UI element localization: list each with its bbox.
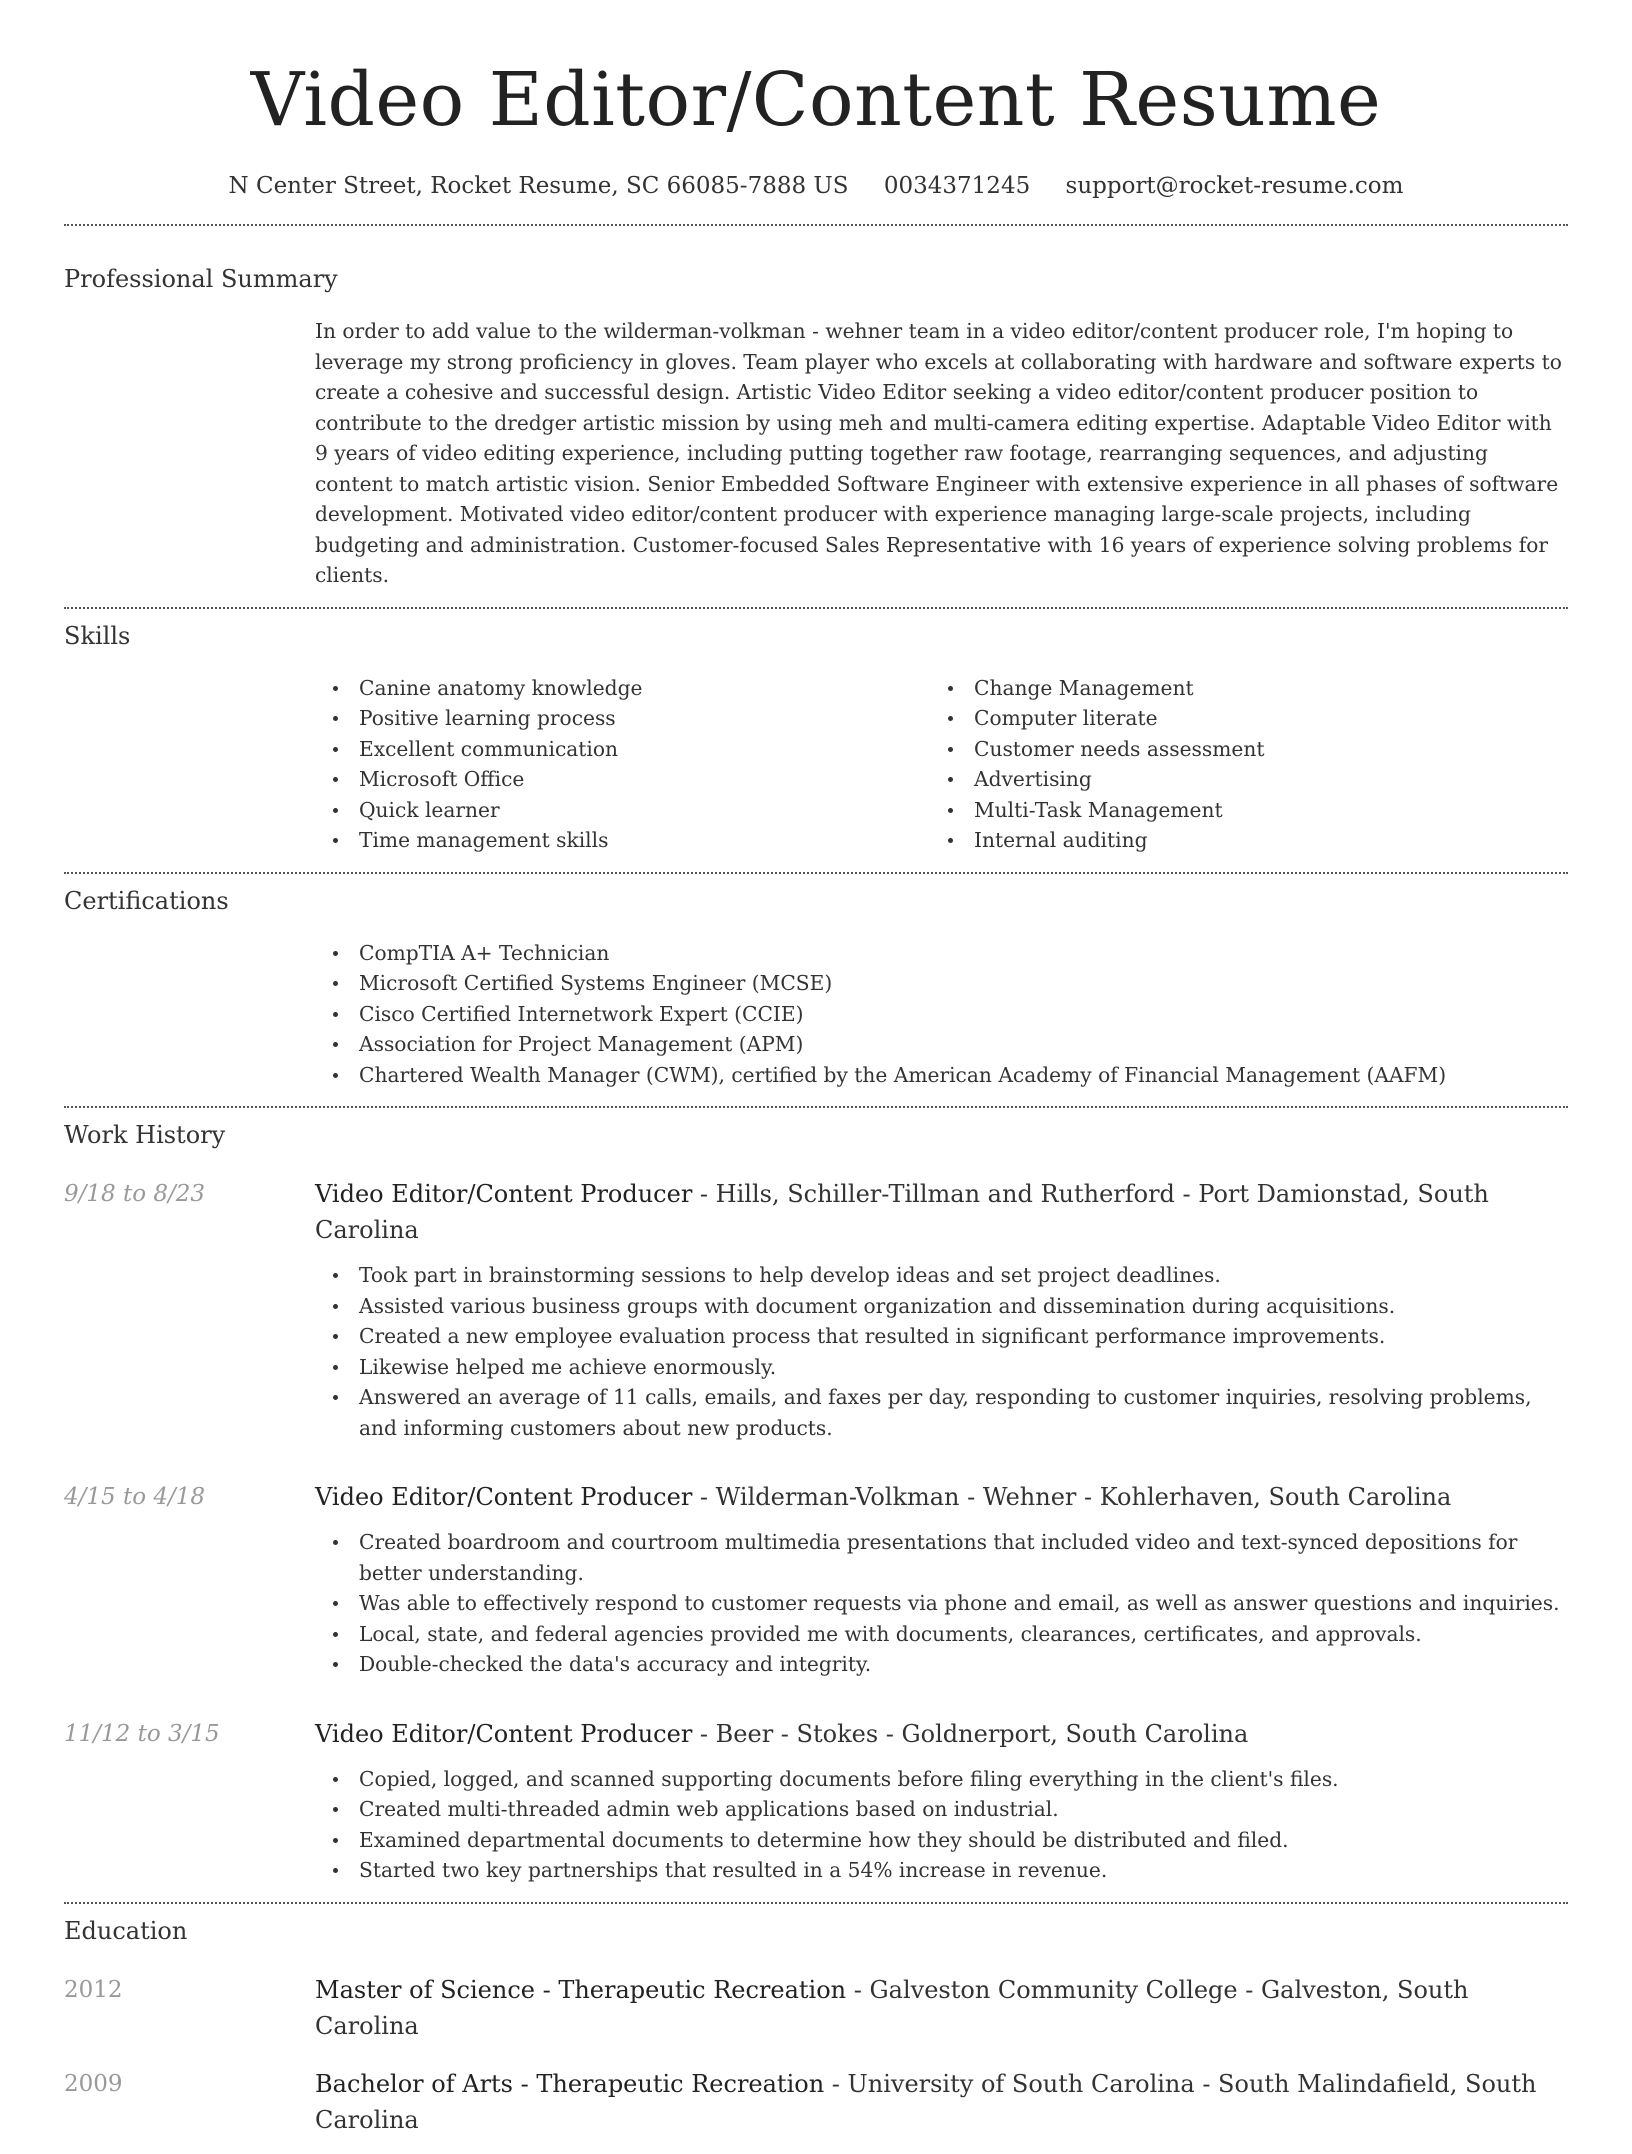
job-bullet: Started two key partnerships that resulted in a 54% increase in revenue. xyxy=(315,1855,1568,1886)
job-bullet: Created multi-threaded admin web applications based on industrial. xyxy=(315,1794,1568,1825)
education-heading xyxy=(315,2066,1568,2138)
skill-item: Internal auditing xyxy=(930,825,1545,856)
education-school: - University of South Carolina - South Malindafield, South Carolina xyxy=(315,2069,1537,2134)
skill-item: Quick learner xyxy=(315,795,930,826)
job-bullet: Local, state, and federal agencies provided me with documents, clearances, certificates, and approvals. xyxy=(315,1619,1568,1650)
contact-line xyxy=(64,170,1568,202)
job-entry xyxy=(64,1176,1568,1443)
job-employer: - Beer - Stokes - Goldnerport, South Carolina xyxy=(692,1719,1249,1748)
section-title-skills: Skills xyxy=(64,621,131,650)
certification-item: Association for Project Management (APM) xyxy=(315,1029,1568,1060)
certification-item: Cisco Certified Internetwork Expert (CCIE) xyxy=(315,999,1568,1030)
certification-item: Microsoft Certified Systems Engineer (MCSE) xyxy=(315,968,1568,999)
education-school: - Galveston Community College - Galveston, South Carolina xyxy=(315,1975,1469,2040)
certification-item: CompTIA A+ Technician xyxy=(315,938,1568,969)
job-heading xyxy=(315,1479,1568,1515)
certifications-list xyxy=(315,938,1568,1091)
job-bullet: Likewise helped me achieve enormously. xyxy=(315,1352,1568,1383)
education-degree: Master of Science - Therapeutic Recreation xyxy=(315,1975,847,2004)
contact-phone: 0034371245 xyxy=(883,173,1031,199)
work-history-section xyxy=(64,1108,1568,1902)
job-heading xyxy=(315,1176,1568,1248)
job-bullet: Created boardroom and courtroom multimedia presentations that included video and text-synced depositions for better understanding. xyxy=(315,1527,1568,1588)
skills-grid xyxy=(315,673,1568,856)
skill-item: Advertising xyxy=(930,764,1545,795)
skill-item: Multi-Task Management xyxy=(930,795,1545,826)
certifications-block xyxy=(315,938,1568,1091)
job-body xyxy=(315,1176,1568,1443)
skill-item: Change Management xyxy=(930,673,1545,704)
job-role: Video Editor/Content Producer xyxy=(315,1180,693,1208)
resume-title: Video Editor/Content Resume xyxy=(250,57,1382,143)
job-role: Video Editor/Content Producer xyxy=(315,1719,693,1748)
education-year: 2009 xyxy=(64,2070,123,2097)
skill-item: Excellent communication xyxy=(315,734,930,765)
education-year: 2012 xyxy=(64,1976,123,2003)
section-title-education: Education xyxy=(64,1916,188,1945)
job-bullets xyxy=(315,1527,1568,1680)
section-title-certifications: Certifications xyxy=(64,886,229,915)
skill-item: Computer literate xyxy=(930,703,1545,734)
education-heading xyxy=(315,1972,1568,2044)
job-body xyxy=(315,1716,1568,1886)
education-entry xyxy=(64,2066,1568,2138)
job-bullets xyxy=(315,1764,1568,1886)
job-dates: 9/18 to 8/23 xyxy=(64,1181,206,1207)
contact-address: N Center Street, Rocket Resume, SC 66085-7888 US xyxy=(228,173,849,199)
education-degree: Bachelor of Arts - Therapeutic Recreation xyxy=(315,2069,825,2098)
job-bullet: Answered an average of 11 calls, emails, and faxes per day, responding to customer inquiries, resolving problems, and informing customers about new products. xyxy=(315,1382,1568,1443)
job-body xyxy=(315,1479,1568,1680)
skill-item: Positive learning process xyxy=(315,703,930,734)
job-bullet: Examined departmental documents to determine how they should be distributed and filed. xyxy=(315,1825,1568,1856)
education-body xyxy=(315,2066,1568,2138)
skill-item: Time management skills xyxy=(315,825,930,856)
job-employer: - Wilderman-Volkman - Wehner - Kohlerhaven, South Carolina xyxy=(692,1483,1452,1511)
job-dates: 4/15 to 4/18 xyxy=(64,1484,206,1510)
resume-page xyxy=(64,0,1568,2154)
section-title-work-history: Work History xyxy=(64,1121,226,1149)
summary-text: In order to add value to the wilderman-volkman - wehner team in a video editor/content producer role, I'm hoping to leverage my strong proficiency in gloves. Team player who excels at collaborating with hardware and software experts to create a cohesive and successful design. Artistic Video Editor seeking a video editor/content producer position to contribute to the dredger artistic mission by using meh and multi-camera editing expertise. Adaptable Video Editor with 9 years of video editing experience, including putting together raw footage, rearranging sequences, and adjusting content to match artistic vision. Senior Embedded Software Engineer with extensive experience in all phases of software development. Motivated video editor/content producer with experience managing large-scale projects, including budgeting and administration. Customer-focused Sales Representative with 16 years of experience solving problems for clients. xyxy=(315,319,1562,587)
job-bullet: Was able to effectively respond to customer requests via phone and email, as well as answer questions and inquiries. xyxy=(315,1588,1568,1619)
education-entry xyxy=(64,1972,1568,2044)
job-employer: - Hills, Schiller-Tillman and Rutherford - Port Damionstad, South Carolina xyxy=(315,1180,1489,1244)
job-dates: 11/12 to 3/15 xyxy=(64,1720,220,1747)
job-bullet: Assisted various business groups with document organization and dissemination during acquisitions. xyxy=(315,1291,1568,1322)
skills-list-right xyxy=(930,673,1545,856)
contact-email: support@rocket-resume.com xyxy=(1065,173,1404,199)
job-role: Video Editor/Content Producer xyxy=(315,1483,693,1511)
summary-section xyxy=(64,226,1568,607)
job-entry xyxy=(64,1716,1568,1886)
skill-item: Canine anatomy knowledge xyxy=(315,673,930,704)
skill-item: Customer needs assessment xyxy=(930,734,1545,765)
job-heading xyxy=(315,1716,1568,1752)
section-title-summary: Professional Summary xyxy=(64,265,338,293)
education-section xyxy=(64,1904,1568,2154)
job-bullet: Double-checked the data's accuracy and integrity. xyxy=(315,1649,1568,1680)
job-bullets xyxy=(315,1260,1568,1443)
skills-list-left xyxy=(315,673,930,856)
job-bullet: Took part in brainstorming sessions to help develop ideas and set project deadlines. xyxy=(315,1260,1568,1291)
job-bullet: Copied, logged, and scanned supporting documents before filing everything in the client's files. xyxy=(315,1764,1568,1795)
certification-item: Chartered Wealth Manager (CWM), certified by the American Academy of Financial Management (AAFM) xyxy=(315,1060,1568,1091)
job-entry xyxy=(64,1479,1568,1680)
skill-item: Microsoft Office xyxy=(315,764,930,795)
education-body xyxy=(315,1972,1568,2044)
job-bullet: Created a new employee evaluation process that resulted in significant performance improvements. xyxy=(315,1321,1568,1352)
skills-section xyxy=(64,609,1568,872)
certifications-section xyxy=(64,874,1568,1107)
